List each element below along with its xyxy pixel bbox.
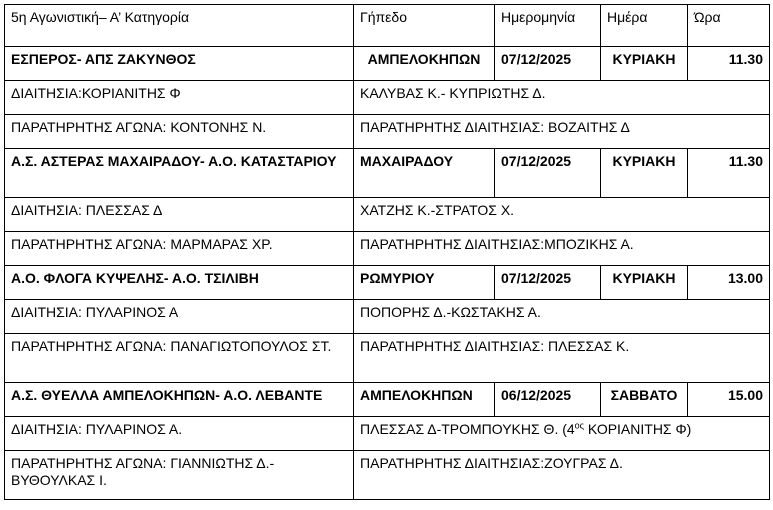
match-observer-cell: ΠΑΡΑΤΗΡΗΤΗΣ ΑΓΩΝΑ: ΓΙΑΝΝΙΩΤΗΣ Δ.-ΒΥΘΟΥΛΚΑΣ Ι. (5, 451, 354, 500)
officials-row (5, 300, 770, 334)
assistants-main: ΠΛΕΣΣΑΣ Δ-ΤΡΟΜΠΟΥΚΗΣ Θ. (4 (360, 421, 575, 437)
match-fixture: Α.Σ. ΑΣΤΕΡΑΣ ΜΑΧΑΙΡΑΔΟΥ- Α.Ο. ΚΑΤΑΣΤΑΡΙΟΥ (5, 149, 354, 198)
observers-row (5, 451, 770, 500)
match-date: 07/12/2025 (495, 266, 601, 300)
match-venue: ΑΜΠΕΛΟΚΗΠΩΝ (354, 383, 495, 417)
match-venue: ΑΜΠΕΛΟΚΗΠΩΝ (354, 47, 495, 81)
match-venue: ΜΑΧΑΙΡΑΔΟΥ (354, 149, 495, 198)
assistants-cell: ΠΟΠΟΡΗΣ Δ.-ΚΩΣΤΑΚΗΣ Α. (354, 300, 770, 334)
match-row (5, 47, 770, 81)
match-fixture: Α.Σ. ΘΥΕΛΛΑ ΑΜΠΕΛΟΚΗΠΩΝ- Α.Ο. ΛΕΒΑΝΤΕ (5, 383, 354, 417)
observers-row (5, 334, 770, 383)
officials-row (5, 417, 770, 451)
assistants-cell: ΧΑΤΖΗΣ Κ.-ΣΤΡΑΤΟΣ Χ. (354, 198, 770, 232)
match-time: 13.00 (688, 266, 770, 300)
schedule-table (4, 4, 770, 500)
assistants-cell: ΚΑΛΥΒΑΣ Κ.- ΚΥΠΡΙΩΤΗΣ Δ. (354, 81, 770, 115)
match-time: 11.30 (688, 47, 770, 81)
referee-cell: ΔΙΑΙΤΗΣΙΑ: ΠΛΕΣΣΑΣ Δ (5, 198, 354, 232)
observers-row (5, 115, 770, 149)
officials-row (5, 81, 770, 115)
header-time: Ώρα (688, 5, 770, 47)
match-day: ΚΥΡΙΑΚΗ (601, 149, 688, 198)
referee-observer-cell: ΠΑΡΑΤΗΡΗΤΗΣ ΔΙΑΙΤΗΣΙΑΣ: ΒΟΖΑΙΤΗΣ Δ (354, 115, 770, 149)
match-row (5, 149, 770, 198)
assistants-cell (354, 417, 770, 451)
match-venue: ΡΩΜΥΡΙΟΥ (354, 266, 495, 300)
referee-observer-cell: ΠΑΡΑΤΗΡΗΤΗΣ ΔΙΑΙΤΗΣΙΑΣ: ΠΛΕΣΣΑΣ Κ. (354, 334, 770, 383)
match-day: ΚΥΡΙΑΚΗ (601, 47, 688, 81)
referee-cell: ΔΙΑΙΤΗΣΙΑ: ΠΥΛΑΡΙΝΟΣ Α (5, 300, 354, 334)
header-day: Ημέρα (601, 5, 688, 47)
header-round-title: 5η Αγωνιστική– Α’ Κατηγορία (5, 5, 354, 47)
fourth-official-superscript: ος (574, 420, 585, 431)
match-day: ΣΑΒΒΑΤΟ (601, 383, 688, 417)
match-observer-cell: ΠΑΡΑΤΗΡΗΤΗΣ ΑΓΩΝΑ: ΚΟΝΤΟΝΗΣ Ν. (5, 115, 354, 149)
match-observer-cell: ΠΑΡΑΤΗΡΗΤΗΣ ΑΓΩΝΑ: ΜΑΡΜΑΡΑΣ ΧΡ. (5, 232, 354, 266)
officials-row (5, 198, 770, 232)
match-day: ΚΥΡΙΑΚΗ (601, 266, 688, 300)
match-row (5, 266, 770, 300)
header-date: Ημερομηνία (495, 5, 601, 47)
match-date: 07/12/2025 (495, 47, 601, 81)
match-time: 11.30 (688, 149, 770, 198)
match-row (5, 383, 770, 417)
match-date: 07/12/2025 (495, 149, 601, 198)
header-row (5, 5, 770, 47)
match-fixture: Α.Ο. ΦΛΟΓΑ ΚΥΨΕΛΗΣ- Α.Ο. ΤΣΙΛΙΒΗ (5, 266, 354, 300)
referee-observer-cell: ΠΑΡΑΤΗΡΗΤΗΣ ΔΙΑΙΤΗΣΙΑΣ:ΜΠΟΖΙΚΗΣ Α. (354, 232, 770, 266)
observers-row (5, 232, 770, 266)
match-time: 15.00 (688, 383, 770, 417)
match-observer-cell: ΠΑΡΑΤΗΡΗΤΗΣ ΑΓΩΝΑ: ΠΑΝΑΓΙΩΤΟΠΟΥΛΟΣ ΣΤ. (5, 334, 354, 383)
match-fixture: ΕΣΠΕΡΟΣ- ΑΠΣ ΖΑΚΥΝΘΟΣ (5, 47, 354, 81)
assistants-tail: ΚΟΡΙΑΝΙΤΗΣ Φ) (584, 421, 692, 437)
referee-observer-cell: ΠΑΡΑΤΗΡΗΤΗΣ ΔΙΑΙΤΗΣΙΑΣ:ΖΟΥΓΡΑΣ Δ. (354, 451, 770, 500)
referee-cell: ΔΙΑΙΤΗΣΙΑ: ΠΥΛΑΡΙΝΟΣ Α. (5, 417, 354, 451)
header-venue: Γήπεδο (354, 5, 495, 47)
referee-cell: ΔΙΑΙΤΗΣΙΑ:ΚΟΡΙΑΝΙΤΗΣ Φ (5, 81, 354, 115)
match-date: 06/12/2025 (495, 383, 601, 417)
